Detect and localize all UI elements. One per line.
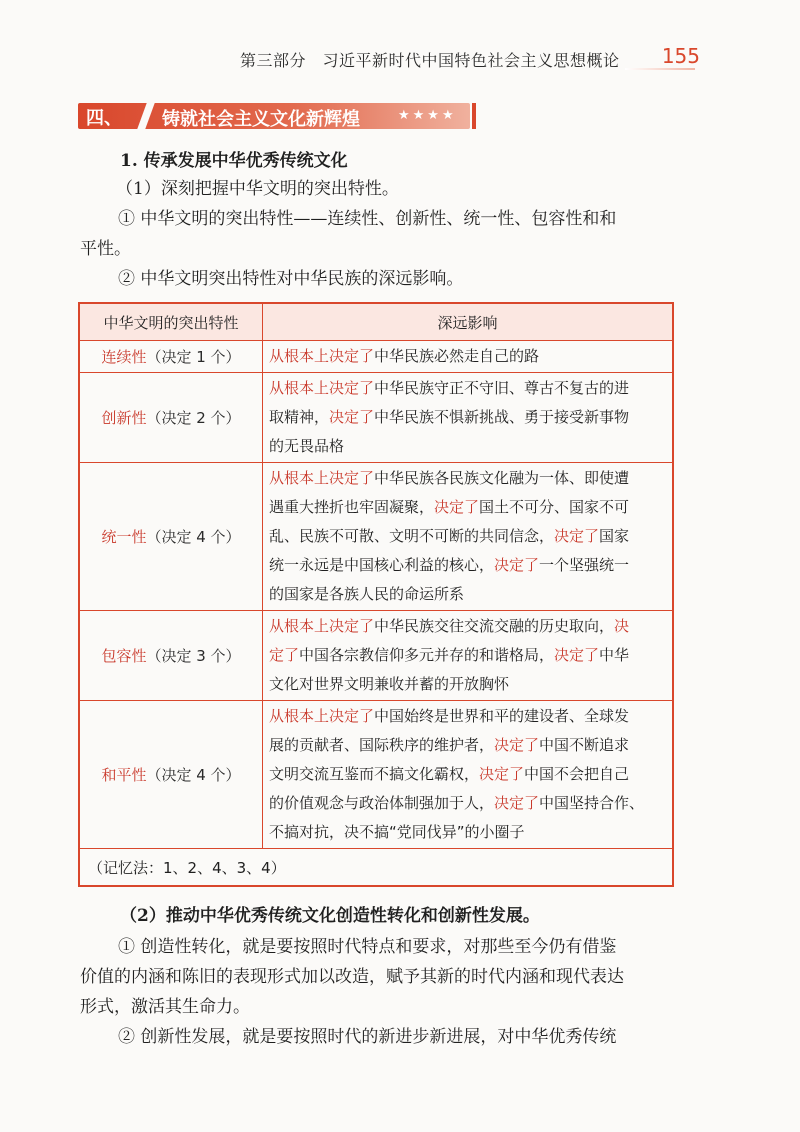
- effect-text: 的国家是各族人民的命运所系: [269, 585, 465, 603]
- effect-line: [269, 403, 666, 432]
- effect-text: 中国不断追求: [539, 736, 630, 754]
- trait-count: （决定 4 个）: [146, 528, 241, 546]
- highlight-text: 决定了: [554, 646, 600, 664]
- effect-text: 一个坚强统一: [539, 556, 630, 574]
- effect-cell: [263, 463, 674, 611]
- memo-text: （记忆法：1、2、4、3、4）: [79, 849, 673, 887]
- effect-text: 文明交流互鉴而不搞文化霸权，: [269, 765, 480, 783]
- table-header-row: [79, 303, 673, 341]
- subheading-1: （1）深刻把握中华文明的突出特性。: [116, 179, 399, 199]
- effect-line: [269, 612, 666, 641]
- effect-line: [269, 374, 666, 403]
- table-row: [79, 701, 673, 849]
- effect-text: 中华民族各民族文化融为一体、即使遭: [374, 469, 630, 487]
- effect-text: 中华民族交往交流交融的历史取向，: [374, 617, 615, 635]
- effect-line: [269, 432, 666, 461]
- subheading-2: （2）推动中华优秀传统文化创造性转化和创新性发展。: [120, 906, 540, 926]
- trait-name: 统一性: [101, 528, 147, 546]
- trait-count: （决定 2 个）: [146, 409, 241, 427]
- highlight-text: 决定了: [479, 765, 525, 783]
- effect-line: [269, 818, 666, 847]
- effect-line: [269, 464, 666, 493]
- trait-cell: [79, 701, 263, 849]
- trait-name: 创新性: [101, 409, 147, 427]
- highlight-text: 从根本上决定了: [269, 379, 375, 397]
- trait-cell: [79, 373, 263, 463]
- effect-line: [269, 702, 666, 731]
- effect-cell: [263, 341, 674, 373]
- table-row: [79, 611, 673, 701]
- trait-name: 和平性: [101, 766, 147, 784]
- traits-table: [78, 302, 674, 887]
- heading-1: 1. 传承发展中华优秀传统文化: [120, 151, 348, 171]
- memo-row: [79, 849, 673, 887]
- col-header-trait: 中华文明的突出特性: [79, 303, 263, 341]
- highlight-text: 决定了: [329, 408, 375, 426]
- trait-cell: [79, 341, 263, 373]
- effect-text: 文化对世界文明兼收并蓄的开放胸怀: [269, 675, 510, 693]
- trait-cell: [79, 463, 263, 611]
- effect-line: [269, 731, 666, 760]
- highlight-text: 从根本上决定了: [269, 707, 375, 725]
- importance-stars: ★★★★: [398, 108, 457, 123]
- item-1-line-1: ① 中华文明的突出特性——连续性、创新性、统一性、包容性和和: [118, 209, 617, 229]
- effect-line: [269, 580, 666, 609]
- effect-text: 中华民族必然走自己的路: [374, 347, 540, 365]
- highlight-text: 从根本上决定了: [269, 347, 375, 365]
- running-header-title: 第三部分 习近平新时代中国特色社会主义思想概论: [240, 51, 620, 70]
- highlight-text: 决定了: [554, 527, 600, 545]
- banner-divider: [137, 103, 154, 129]
- trait-name: 包容性: [101, 647, 147, 665]
- section-title: 铸就社会主义文化新辉煌: [162, 109, 360, 130]
- effect-text: 中国各宗教信仰多元并存的和谐格局，: [299, 646, 555, 664]
- highlight-text: 决定了: [494, 556, 540, 574]
- section-banner: [78, 103, 470, 129]
- effect-text: 不搞对抗，决不搞“党同伐异”的小圈子: [269, 823, 525, 841]
- para-1-line-3: 形式，激活其生命力。: [80, 997, 250, 1017]
- effect-text: 中华: [599, 646, 630, 664]
- col-header-effect: 深远影响: [263, 303, 674, 341]
- effect-text: 乱、民族不可散、文明不可断的共同信念，: [269, 527, 555, 545]
- effect-text: 中国不会把自己: [524, 765, 630, 783]
- effect-line: [269, 522, 666, 551]
- effect-text: 遇重大挫折也牢固凝聚，: [269, 498, 435, 516]
- table-row: [79, 463, 673, 611]
- table-body: [79, 341, 673, 849]
- table-row: [79, 341, 673, 373]
- effect-text: 国土不可分、国家不可: [479, 498, 630, 516]
- effect-text: 国家: [599, 527, 630, 545]
- para-1-line-2: 价值的内涵和陈旧的表现形式加以改造，赋予其新的时代内涵和现代表达: [80, 967, 624, 987]
- item-2: ② 中华文明突出特性对中华民族的深远影响。: [118, 269, 464, 289]
- highlight-text: 定了: [269, 646, 300, 664]
- effect-text: 中国始终是世界和平的建设者、全球发: [374, 707, 630, 725]
- effect-text: 取精神，: [269, 408, 330, 426]
- effect-text: 中华民族不惧新挑战、勇于接受新事物: [374, 408, 630, 426]
- effect-text: 展的贡献者、国际秩序的维护者，: [269, 736, 495, 754]
- highlight-text: 决: [614, 617, 630, 635]
- running-header: [240, 44, 700, 78]
- effect-line: [269, 670, 666, 699]
- effect-line: [269, 641, 666, 670]
- trait-count: （决定 4 个）: [146, 766, 241, 784]
- para-2-line-1: ② 创新性发展，就是要按照时代的新进步新进展，对中华优秀传统: [118, 1027, 617, 1047]
- trait-count: （决定 3 个）: [146, 647, 241, 665]
- page-number: 155: [661, 44, 700, 68]
- effect-line: [269, 789, 666, 818]
- highlight-text: 决定了: [494, 794, 540, 812]
- effect-line: [269, 342, 666, 371]
- trait-name: 连续性: [101, 348, 147, 366]
- effect-line: [269, 493, 666, 522]
- para-1-line-1: ① 创造性转化，就是要按照时代特点和要求，对那些至今仍有借鉴: [118, 937, 617, 957]
- trait-cell: [79, 611, 263, 701]
- highlight-text: 从根本上决定了: [269, 617, 375, 635]
- effect-text: 中华民族守正不守旧、尊古不复古的进: [374, 379, 630, 397]
- section-number: 四、: [86, 108, 122, 129]
- highlight-text: 决定了: [494, 736, 540, 754]
- effect-text: 统一永远是中国核心利益的核心，: [269, 556, 495, 574]
- effect-text: 中国坚持合作、: [539, 794, 645, 812]
- effect-line: [269, 760, 666, 789]
- effect-text: 的无畏品格: [269, 437, 345, 455]
- effect-cell: [263, 701, 674, 849]
- header-rule: [625, 68, 695, 70]
- table-row: [79, 373, 673, 463]
- effect-line: [269, 551, 666, 580]
- item-1-line-2: 平性。: [80, 239, 131, 259]
- effect-text: 的价值观念与政治体制强加于人，: [269, 794, 495, 812]
- effect-cell: [263, 611, 674, 701]
- trait-count: （决定 1 个）: [146, 348, 241, 366]
- banner-tail: [472, 103, 476, 129]
- highlight-text: 决定了: [434, 498, 480, 516]
- effect-cell: [263, 373, 674, 463]
- highlight-text: 从根本上决定了: [269, 469, 375, 487]
